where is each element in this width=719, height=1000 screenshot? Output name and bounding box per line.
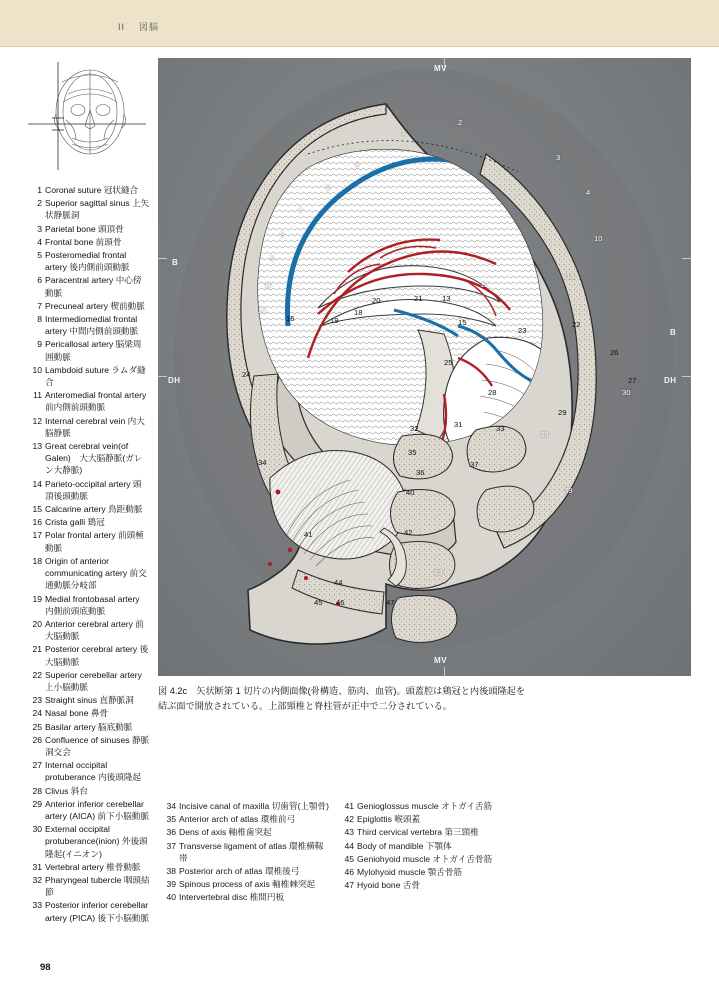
legend-label: Pericallosal artery 脳梁周囲動脈 — [45, 339, 142, 362]
left-column — [28, 62, 150, 925]
legend-item — [340, 879, 508, 891]
legend-number: 19 — [32, 593, 42, 604]
legend-item — [162, 826, 330, 838]
legend-label: Origin of anterior communicating artery 前交通動脈分岐部 — [45, 555, 147, 591]
legend-label: Parietal bone 頭頂骨 — [45, 223, 124, 234]
figure-callout: 41 — [304, 530, 313, 539]
figure-callout: 45 — [314, 598, 323, 607]
legend-number: 12 — [32, 415, 42, 426]
legend-label: Anterior arch of atlas 環椎前弓 — [179, 814, 296, 825]
legend-number: 44 — [344, 840, 354, 851]
legend-label: Superior cerebellar artery 上小脳動脈 — [45, 669, 142, 692]
legend-number: 4 — [37, 236, 42, 247]
figure-callout: 11 — [264, 280, 272, 289]
legend-label: Vertebral artery 椎骨動脈 — [45, 861, 141, 872]
legend-number: 5 — [37, 250, 42, 261]
legend-item — [28, 861, 150, 873]
figure-caption — [158, 684, 691, 713]
legend-label: Epiglottis 喉頭蓋 — [357, 814, 421, 825]
legend-item — [28, 694, 150, 706]
legend-number: 37 — [166, 840, 176, 851]
legend-number: 6 — [37, 275, 42, 286]
legend-number: 36 — [166, 827, 176, 838]
figure-callout: 3 — [556, 153, 561, 162]
legend-number: 18 — [32, 555, 42, 566]
figure-callout: 26 — [610, 348, 619, 357]
figure-anatomic-plate — [158, 58, 691, 676]
legend-label: Polar frontal artery 前頭極動脈 — [45, 530, 144, 553]
legend-label: Straight sinus 直静脈洞 — [45, 695, 134, 706]
registration-tick — [158, 376, 167, 377]
header-band — [0, 0, 719, 46]
legend-label: Posterior inferior cerebellar artery (PICA) 後下小脳動脈 — [45, 900, 150, 923]
legend-number: 25 — [32, 721, 42, 732]
legend-label: Clivus 斜台 — [45, 785, 88, 796]
legend-label: Basilar artery 脳底動脈 — [45, 721, 133, 732]
legend-item — [340, 840, 508, 852]
legend-label: Internal occipital protuberance 内後頭隆起 — [45, 760, 142, 783]
legend-label: Great cerebral vein(of Galen) 大大脳静脈(ガレン大静脈) — [45, 441, 143, 476]
legend-label: Pharyngeal tubercle 咽頭結節 — [45, 874, 150, 898]
legend-number: 35 — [166, 814, 176, 825]
legend-bottom-column-2 — [340, 800, 508, 905]
header-section-title: 図脳 — [139, 22, 160, 32]
legend-number: 24 — [32, 708, 42, 719]
legend-item — [28, 300, 150, 312]
figure-callout: 28 — [488, 388, 497, 397]
legend-number: 2 — [37, 198, 42, 209]
legend-item — [28, 643, 150, 667]
figure-callout: 1 — [401, 128, 406, 137]
legend-number: 39 — [166, 879, 176, 890]
figure-callout: 37 — [470, 460, 479, 469]
legend-number: 38 — [166, 866, 176, 877]
figure-callout: 47 — [386, 598, 395, 607]
legend-item — [28, 707, 150, 719]
figure-caption-line2: 結ぶ面で開放されている。上部頸椎と脊柱管が正中で二分されている。 — [158, 700, 452, 711]
legend-item — [28, 899, 150, 923]
legend-item — [162, 891, 330, 903]
legend-item — [28, 529, 150, 553]
plate-label-b-right: B — [670, 328, 677, 337]
legend-item — [28, 721, 150, 733]
legend-label: Anteromedial frontal artery 前内側前頭動脈 — [45, 390, 147, 413]
legend-item — [28, 618, 150, 642]
legend-item — [28, 759, 150, 783]
figure-callout: 14 — [566, 272, 575, 281]
figure-callout: 17 — [258, 306, 267, 315]
legend-label: Superior sagittal sinus 上矢状静脈洞 — [45, 198, 150, 221]
legend-item — [340, 866, 508, 878]
legend-number: 11 — [33, 390, 42, 401]
legend-number: 34 — [166, 801, 176, 811]
figure-callout: 21 — [414, 294, 423, 303]
registration-tick — [682, 258, 691, 259]
figure-callout: 38 — [540, 430, 549, 439]
figure-callout: 24 — [242, 370, 251, 379]
legend-number: 8 — [37, 314, 42, 325]
legend-item — [28, 249, 150, 273]
legend-item — [28, 184, 150, 196]
legend-item — [28, 503, 150, 515]
legend-label: Posteromedial frontal artery 後内側前頭動脈 — [45, 250, 130, 273]
figure-callout: 35 — [408, 448, 417, 457]
legend-number: 15 — [32, 504, 42, 515]
legend-item — [28, 197, 150, 221]
legend-number: 3 — [37, 223, 42, 234]
legend-number: 32 — [32, 874, 42, 885]
legend-number: 47 — [344, 880, 354, 891]
legend-item — [28, 440, 150, 477]
legend-label: Parieto-occipital artery 頭頂後頭動脈 — [45, 478, 142, 501]
legend-item — [28, 389, 150, 413]
legend-item — [28, 223, 150, 235]
legend-item — [28, 338, 150, 362]
legend-label: External occipital protuberance(inion) 外後頭隆起(イニオン) — [45, 824, 148, 859]
figure-callout: 42 — [404, 528, 413, 537]
figure-callout: 30 — [622, 388, 631, 397]
legend-item — [162, 865, 330, 877]
legend-item — [340, 853, 508, 865]
page-number: 98 — [40, 962, 51, 973]
legend-number: 21 — [32, 644, 42, 655]
legend-label: Medial frontobasal artery 内側前頭底動脈 — [45, 593, 140, 616]
legend-item — [28, 364, 150, 388]
legend-number: 23 — [32, 695, 42, 706]
legend-number: 16 — [32, 517, 42, 528]
legend-label: Third cervical vertebra 第三頸椎 — [357, 827, 479, 838]
registration-tick — [158, 258, 167, 259]
legend-number: 1 — [37, 185, 42, 195]
legend-bottom — [162, 800, 692, 905]
figure-callout: 46 — [336, 598, 345, 607]
legend-item — [28, 798, 150, 822]
figure-callout: 15 — [458, 318, 467, 327]
legend-item — [28, 236, 150, 248]
legend-label: Genioglossus muscle オトガイ舌筋 — [357, 801, 493, 811]
legend-number: 14 — [32, 478, 42, 489]
legend-item — [28, 823, 150, 860]
legend-number: 7 — [37, 300, 42, 311]
legend-number: 22 — [32, 669, 42, 680]
header-rule — [0, 46, 719, 47]
figure-callout: 25 — [444, 358, 453, 367]
legend-item — [28, 669, 150, 693]
legend-label: Confluence of sinuses 静脈洞交会 — [45, 734, 150, 757]
legend-label: Mylohyoid muscle 顎舌骨筋 — [357, 867, 463, 878]
legend-label: Posterior cerebral artery 後大脳動脈 — [45, 644, 149, 667]
figure-callout: 39 — [564, 486, 573, 495]
legend-item — [28, 478, 150, 502]
legend-label: Anterior inferior cerebellar artery (AICA) 前下小脳動脈 — [45, 798, 150, 821]
legend-label: Precuneal artery 楔前動脈 — [45, 300, 145, 311]
legend-number: 20 — [32, 618, 42, 629]
plate-label-dh-right: DH — [664, 376, 677, 385]
figure-callout: 43 — [434, 568, 443, 577]
figure-callout: 18 — [354, 308, 363, 317]
legend-item — [162, 813, 330, 825]
legend-label: Intervertebral disc 椎間円板 — [179, 892, 285, 903]
legend-label: Paracentral artery 中心傍動脈 — [45, 275, 142, 298]
figure-callout: 7 — [298, 206, 303, 215]
figure-callout: 33 — [496, 424, 505, 433]
legend-number: 43 — [344, 827, 354, 838]
figure-callout: 34 — [258, 458, 267, 467]
legend-number: 33 — [32, 900, 42, 911]
registration-tick — [444, 667, 445, 676]
legend-label: Geniohyoid muscle オトガイ舌骨筋 — [357, 853, 493, 864]
legend-label: Incisive canal of maxilla 切歯管(上顎骨) — [179, 801, 329, 811]
legend-label: Anterior cerebral artery 前大脳動脈 — [45, 618, 144, 642]
legend-item — [28, 415, 150, 439]
figure-callout: 20 — [372, 296, 381, 305]
legend-label: Internal cerebral vein 内大脳静脈 — [45, 415, 145, 438]
legend-item — [28, 593, 150, 617]
legend-label: Hyoid bone 舌骨 — [357, 880, 421, 891]
legend-number: 9 — [37, 339, 42, 350]
figure-callout: 10 — [594, 234, 603, 243]
figure-callout: 31 — [454, 420, 463, 429]
figure-callout: 23 — [518, 326, 527, 335]
plate-label-dh-left: DH — [168, 376, 181, 385]
legend-number: 30 — [32, 824, 42, 835]
legend-number: 29 — [32, 798, 42, 809]
legend-label: Intermediomedial frontal artery 中間内側前頭動脈 — [45, 314, 139, 337]
legend-item — [162, 840, 330, 864]
figure-callout: 6 — [326, 183, 331, 192]
legend-item — [28, 734, 150, 758]
legend-number: 42 — [344, 814, 354, 825]
running-head — [118, 20, 159, 33]
registration-tick — [682, 376, 691, 377]
legend-number: 28 — [32, 785, 42, 796]
legend-item — [340, 813, 508, 825]
figure-callout: 40 — [406, 488, 415, 497]
legend-number: 40 — [166, 892, 176, 903]
legend-item — [340, 826, 508, 838]
legend-label: Posterior arch of atlas 環椎後弓 — [179, 866, 300, 877]
legend-item — [28, 313, 150, 337]
legend-list-left — [28, 184, 150, 924]
legend-number: 13 — [32, 441, 42, 452]
legend-label: Crista galli 鶏冠 — [45, 517, 105, 528]
figure-callout: 13 — [442, 294, 451, 303]
sagittal-section-illustration — [158, 58, 691, 676]
figure-callout: 12 — [480, 280, 489, 289]
legend-label: Dens of axis 軸椎歯突起 — [179, 827, 272, 838]
legend-label: Nasal bone 鼻骨 — [45, 708, 109, 719]
legend-label: Calcarine artery 鳥距動脈 — [45, 504, 143, 515]
legend-item — [162, 878, 330, 890]
figure-callout: 8 — [280, 230, 285, 239]
legend-item — [28, 555, 150, 592]
figure-callout: 4 — [586, 188, 591, 197]
figure-callout: 16 — [286, 314, 295, 323]
legend-number: 26 — [32, 734, 42, 745]
skull-orientation-thumbnail — [28, 62, 146, 170]
legend-number: 10 — [32, 364, 42, 375]
figure-callout: 22 — [572, 320, 581, 329]
legend-item — [28, 274, 150, 298]
figure-callout: 29 — [558, 408, 567, 417]
figure-caption-line1: 図 4.2c 矢状断第 1 切片の内側面像(骨構造、筋肉、血管)。頭蓋腔は鶏冠と内後頭隆起を — [158, 686, 526, 696]
legend-label: Lambdoid suture ラムダ縫合 — [45, 364, 146, 388]
legend-label: Transverse ligament of atlas 環椎横靱帯 — [179, 840, 324, 863]
plate-label-mv-top: MV — [434, 64, 447, 73]
figure-callout: 44 — [334, 578, 343, 587]
header-chapter-number: II — [118, 22, 126, 32]
plate-label-mv-bottom: MV — [434, 656, 447, 665]
figure-callout: 36 — [416, 468, 425, 477]
legend-item — [340, 800, 508, 812]
figure-callout: 19 — [330, 316, 339, 325]
legend-label: Frontal bone 前頭骨 — [45, 236, 122, 247]
legend-number: 41 — [344, 801, 354, 811]
legend-label: Body of mandible 下顎体 — [357, 840, 452, 851]
legend-number: 31 — [32, 861, 42, 872]
figure-callout: 9 — [270, 254, 275, 263]
legend-item — [28, 516, 150, 528]
legend-bottom-column-1 — [162, 800, 330, 905]
figure-callout: 32 — [410, 424, 419, 433]
figure-callout: 2 — [458, 118, 463, 127]
legend-item — [162, 800, 330, 812]
legend-number: 46 — [344, 867, 354, 878]
figure-callout: 27 — [628, 376, 637, 385]
legend-label: Spinous process of axis 軸椎棘突起 — [179, 879, 316, 890]
legend-number: 45 — [344, 853, 354, 864]
legend-number: 17 — [32, 530, 42, 541]
legend-label: Coronal suture 冠状縫合 — [45, 185, 139, 195]
figure-callout: 5 — [355, 161, 360, 170]
plate-label-b-left: B — [172, 258, 179, 267]
legend-number: 27 — [32, 760, 42, 771]
legend-item — [28, 874, 150, 898]
legend-item — [28, 785, 150, 797]
